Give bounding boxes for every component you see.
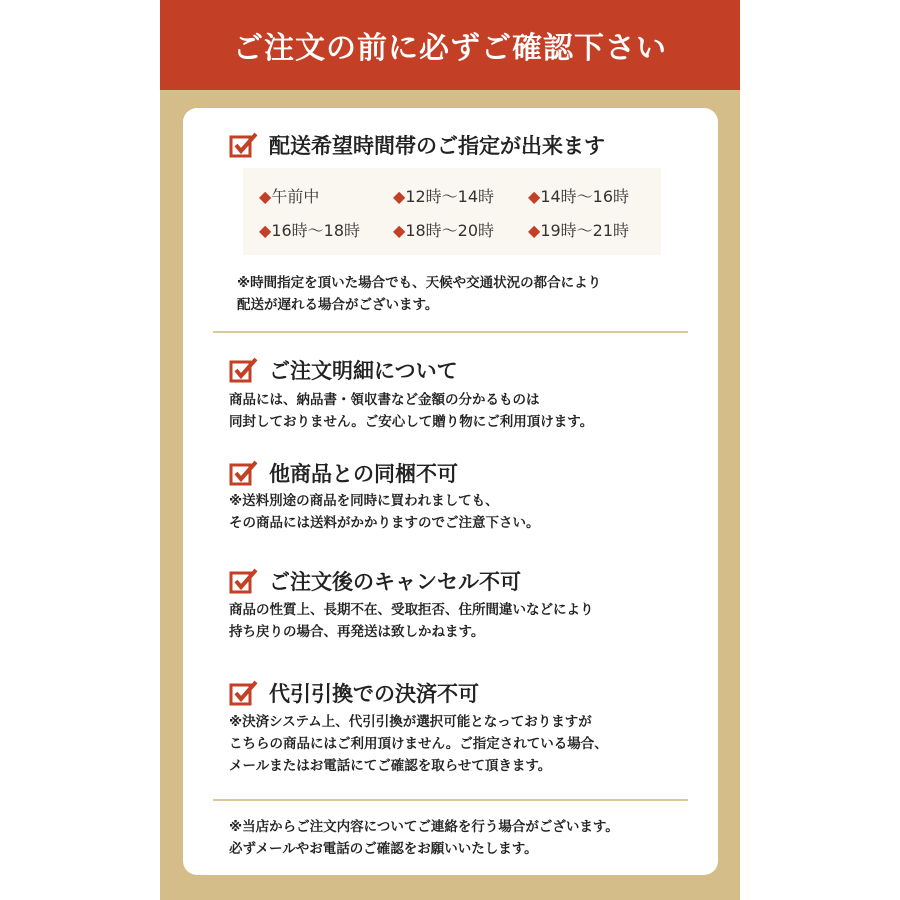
checkbox-icon [229, 357, 259, 383]
diamond-icon: ◆ [393, 187, 406, 206]
text-line: ※時間指定を頂いた場合でも、天候や交通状況の都合により [237, 275, 602, 291]
text-line: 必ずメールやお電話のご確認をお願いいたします。 [229, 841, 538, 857]
text-line: 配送が遅れる場合がございます。 [237, 297, 439, 313]
text-line: ※決済システム上、代引引換が選択可能となっておりますが [229, 714, 592, 730]
time-slot [259, 184, 319, 207]
section-text [229, 599, 594, 643]
divider [213, 799, 688, 801]
time-slot-label: 18時〜20時 [405, 221, 495, 240]
time-slot-label: 19時〜21時 [540, 221, 630, 240]
section-title-text: ご注文後のキャンセル不可 [269, 570, 521, 594]
section-title-cod [229, 678, 479, 708]
section-text [229, 711, 608, 777]
time-slot-label: 午前中 [271, 187, 320, 206]
checkbox-icon [229, 568, 259, 594]
diamond-icon: ◆ [528, 221, 541, 240]
text-line: 商品には、納品書・領収書など金額の分かるものは [229, 392, 540, 408]
time-slot-label: 16時〜18時 [271, 221, 361, 240]
section-title-bundle [229, 458, 458, 488]
text-line: メールまたはお電話にてご確認を取らせて頂きます。 [229, 758, 552, 774]
text-line: その商品には送料がかかりますのでご注意下さい。 [229, 515, 540, 531]
diamond-icon: ◆ [259, 187, 272, 206]
time-slot [528, 184, 629, 207]
section-title-text: 他商品との同梱不可 [269, 462, 458, 486]
diamond-icon: ◆ [393, 221, 406, 240]
notice-column [160, 0, 740, 900]
page-title: ご注文の前に必ずご確認下さい [160, 0, 740, 90]
text-line: 持ち戻りの場合、再発送は致しかねます。 [229, 624, 485, 640]
footer-note [229, 816, 619, 860]
section-title-cancel [229, 566, 521, 596]
checkbox-icon [229, 460, 259, 486]
checkbox-icon [229, 132, 259, 158]
diamond-icon: ◆ [259, 221, 272, 240]
section-title-text: ご注文明細について [269, 359, 458, 383]
text-line: こちらの商品にはご利用頂けません。ご指定されている場合、 [229, 736, 608, 752]
time-slot-label: 12時〜14時 [405, 187, 495, 206]
section-text [229, 389, 593, 433]
section-title-text: 代引引換での決済不可 [269, 682, 479, 706]
time-slot-label: 14時〜16時 [540, 187, 630, 206]
time-slot [528, 218, 629, 241]
text-line: ※当店からご注文内容についてご連絡を行う場合がございます。 [229, 819, 619, 835]
time-slot [393, 184, 494, 207]
section-text [229, 490, 540, 534]
text-line: 商品の性質上、長期不在、受取拒否、住所間違いなどにより [229, 602, 594, 618]
time-slot [259, 218, 360, 241]
time-slot-box [243, 168, 661, 255]
text-line: ※送料別途の商品を同時に買われましても、 [229, 493, 499, 509]
notice-card [183, 108, 718, 875]
section-title-details [229, 355, 458, 385]
section-title-time [229, 130, 605, 160]
checkbox-icon [229, 680, 259, 706]
time-slot [393, 218, 494, 241]
section-text [237, 272, 601, 316]
section-title-text: 配送希望時間帯のご指定が出来ます [269, 134, 605, 158]
divider [213, 331, 688, 333]
diamond-icon: ◆ [528, 187, 541, 206]
text-line: 同封しておりません。ご安心して贈り物にご利用頂けます。 [229, 414, 594, 430]
